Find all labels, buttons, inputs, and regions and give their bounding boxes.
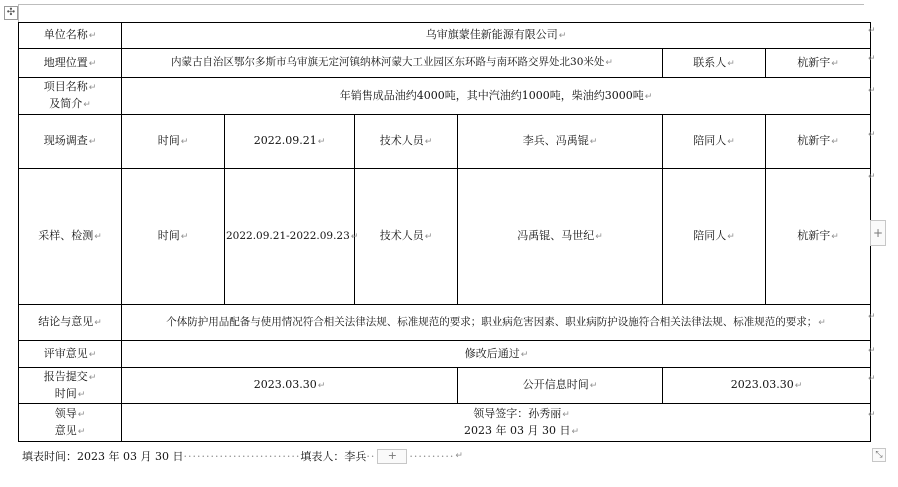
table-row — [19, 78, 871, 115]
sampling-time-label: 时间 — [157, 229, 180, 242]
paragraph-mark-icon: ↵ — [88, 83, 97, 93]
paragraph-mark-icon: ↵ — [818, 318, 826, 328]
sampling-accompany-label: 陪同人 — [693, 229, 727, 242]
paragraph-mark-icon: ↵ — [571, 426, 580, 437]
row-end-mark-icon: ↵ — [868, 410, 876, 420]
table-row — [19, 368, 871, 404]
survey-accompany-label-cell — [663, 115, 766, 169]
row-end-mark-icon: ↵ — [868, 172, 876, 182]
leader-dots: ·· — [366, 449, 376, 463]
add-row-button[interactable]: + — [377, 449, 407, 464]
survey-accompany-label: 陪同人 — [693, 134, 727, 147]
paragraph-mark-icon: ↵ — [88, 58, 97, 69]
paragraph-mark-icon: ↵ — [595, 232, 603, 242]
paragraph-mark-icon: ↵ — [424, 232, 433, 242]
row-end-mark-icon: ↵ — [868, 130, 876, 140]
table-row — [19, 49, 871, 78]
row-end-mark-icon: ↵ — [868, 374, 876, 384]
paragraph-mark-icon: ↵ — [94, 318, 102, 328]
unit-name-cell[interactable] — [122, 23, 871, 49]
paragraph-mark-icon: ↵ — [589, 137, 598, 147]
sampling-accompany-cell[interactable] — [766, 169, 871, 305]
sampling-accompany-value[interactable]: 杭新宇 — [797, 229, 831, 242]
conclusion-label: 结论与意见 — [38, 315, 94, 328]
paragraph-mark-icon: ↵ — [350, 231, 359, 242]
submit-label-line1: 报告提交 — [43, 369, 88, 383]
contact-cell[interactable] — [766, 49, 871, 78]
row-end-mark-icon: ↵ — [868, 346, 876, 356]
sampling-tech-cell[interactable] — [458, 169, 663, 305]
survey-tech-cell[interactable] — [458, 115, 663, 169]
project-desc-value[interactable]: 年销售成品油约4000吨，其中汽油约1000吨，柴油约3000吨 — [339, 88, 644, 102]
sampling-tech-label-cell — [355, 169, 458, 305]
info-form-table — [18, 22, 871, 442]
paragraph-mark-icon: ↵ — [88, 137, 97, 147]
paragraph-mark-icon: ↵ — [77, 426, 86, 437]
sampling-date-value[interactable]: 2022.09.21-2022.09.23 — [226, 229, 350, 242]
leader-opinion-cell[interactable] — [122, 404, 871, 442]
paragraph-mark-icon: ↵ — [94, 232, 102, 242]
table-row — [19, 23, 871, 49]
paragraph-mark-icon: ↵ — [88, 31, 97, 41]
paragraph-mark-icon: ↵ — [831, 232, 839, 242]
publish-label-cell — [458, 368, 663, 404]
sampling-date-cell[interactable] — [225, 169, 359, 305]
filler-text[interactable]: 填表人：李兵 — [300, 450, 367, 463]
paragraph-mark-icon: ↵ — [562, 409, 570, 420]
sampling-time-label-cell — [122, 169, 225, 305]
contact-value[interactable]: 杭新宇 — [797, 55, 831, 69]
contact-label: 联系人 — [693, 55, 727, 69]
leader-label-line1: 领导 — [54, 406, 77, 420]
location-cell[interactable] — [122, 49, 663, 78]
leader-date-line[interactable] — [176, 423, 867, 440]
unit-name-label: 单位名称 — [43, 28, 88, 41]
unit-name-value[interactable]: 乌审旗蒙佳新能源有限公司 — [425, 28, 558, 41]
footer-line — [22, 448, 463, 464]
survey-label-cell — [19, 115, 122, 169]
table-row — [19, 169, 871, 305]
survey-time-label: 时间 — [157, 134, 180, 147]
paragraph-mark-icon: ↵ — [88, 372, 97, 383]
paragraph-mark-icon: ↵ — [455, 451, 463, 461]
paragraph-mark-icon: ↵ — [589, 381, 598, 391]
row-end-mark-icon: ↵ — [868, 54, 876, 64]
submit-date-cell[interactable] — [122, 368, 458, 404]
project-desc-cell[interactable] — [122, 78, 871, 115]
review-label-cell — [19, 341, 122, 368]
conclusion-label-cell — [19, 305, 122, 341]
paragraph-mark-icon: ↵ — [605, 58, 613, 68]
table-move-handle-icon[interactable]: ✣ — [4, 6, 18, 20]
unit-name-label-cell — [19, 23, 122, 49]
review-label: 评审意见 — [43, 346, 88, 360]
survey-tech-label-cell — [355, 115, 458, 169]
review-value[interactable]: 修改后通过 — [464, 346, 520, 360]
paragraph-mark-icon: ↵ — [180, 137, 189, 147]
review-cell[interactable] — [122, 341, 871, 368]
paragraph-mark-icon: ↵ — [558, 31, 567, 41]
project-label-line2: 及简介 — [49, 97, 83, 110]
paragraph-mark-icon: ↵ — [794, 381, 803, 391]
publish-date-value[interactable]: 2023.03.30 — [730, 378, 794, 391]
project-label-line1: 项目名称 — [43, 80, 88, 93]
paragraph-mark-icon: ↵ — [727, 232, 735, 242]
location-label: 地理位置 — [43, 55, 88, 69]
table-row — [19, 305, 871, 341]
sampling-accompany-label-cell — [663, 169, 766, 305]
sampling-tech-value[interactable]: 冯禹锟、马世纪 — [517, 229, 595, 242]
paragraph-mark-icon: ↵ — [831, 58, 839, 69]
paragraph-mark-icon: ↵ — [77, 409, 86, 420]
leader-dots: ·························· — [183, 449, 301, 463]
conclusion-value[interactable]: 个体防护用品配备与使用情况符合相关法律法规、标准规范的要求；职业病危害因素、职业病防护设施符合相关法律法规、标准规范的要求； — [166, 316, 818, 328]
submit-label-cell — [19, 368, 122, 404]
location-label-cell — [19, 49, 122, 78]
paragraph-mark-icon: ↵ — [727, 137, 735, 147]
conclusion-cell[interactable] — [122, 305, 871, 341]
add-column-button[interactable]: + — [870, 220, 886, 246]
table-row — [19, 404, 871, 442]
submit-label-line2: 时间 — [54, 386, 77, 400]
sampling-tech-label: 技术人员 — [379, 229, 424, 242]
leader-sign-line[interactable] — [176, 406, 867, 423]
survey-tech-value[interactable]: 李兵、冯禹锟 — [522, 134, 589, 147]
page-top-border — [18, 4, 864, 5]
row-end-mark-icon: ↵ — [868, 86, 876, 96]
leader-date-value[interactable]: 2023 年 03 月 30 日 — [464, 423, 571, 437]
contact-label-cell — [663, 49, 766, 78]
paragraph-mark-icon: ↵ — [317, 381, 326, 391]
publish-label: 公开信息时间 — [522, 378, 589, 391]
paragraph-mark-icon: ↵ — [727, 58, 735, 69]
paragraph-mark-icon: ↵ — [317, 137, 326, 147]
survey-tech-label: 技术人员 — [379, 134, 424, 147]
paragraph-mark-icon: ↵ — [180, 232, 189, 242]
leader-label-cell — [19, 404, 122, 442]
paragraph-mark-icon: ↵ — [77, 389, 86, 400]
fill-time-text[interactable]: 填表时间：2023 年 03 月 30 日 — [22, 450, 184, 463]
survey-time-label-cell — [122, 115, 225, 169]
table-row — [19, 115, 871, 169]
sampling-label-cell — [19, 169, 122, 305]
row-end-mark-icon: ↵ — [868, 26, 876, 36]
leader-sign-value[interactable]: 领导签字：孙秀丽 — [473, 406, 562, 420]
survey-label: 现场调查 — [43, 134, 88, 147]
survey-accompany-value[interactable]: 杭新宇 — [797, 134, 831, 147]
paragraph-mark-icon: ↵ — [644, 91, 653, 102]
page-corner-mark — [18, 4, 19, 22]
paragraph-mark-icon: ↵ — [520, 349, 529, 360]
paragraph-mark-icon: ↵ — [424, 137, 433, 147]
submit-date-value[interactable]: 2023.03.30 — [253, 378, 317, 391]
survey-accompany-cell[interactable] — [766, 115, 871, 169]
leader-dots: ·········· — [409, 449, 455, 463]
paragraph-mark-icon: ↵ — [88, 349, 97, 360]
survey-date-value[interactable]: 2022.09.21 — [253, 134, 317, 147]
paragraph-mark-icon: ↵ — [831, 137, 839, 147]
leader-label-line2: 意见 — [54, 423, 77, 437]
row-end-mark-icon: ↵ — [868, 312, 876, 322]
table-row — [19, 341, 871, 368]
table-resize-handle-icon[interactable]: ⤡ — [872, 448, 886, 462]
project-label-cell — [19, 78, 122, 115]
sampling-label: 采样、检测 — [38, 229, 94, 242]
paragraph-mark-icon: ↵ — [83, 100, 91, 110]
location-value[interactable]: 内蒙古自治区鄂尔多斯市乌审旗无定河镇纳林河蒙大工业园区东环路与南环路交界处北30米处 — [171, 56, 605, 68]
publish-date-cell[interactable] — [663, 368, 871, 404]
survey-date-cell[interactable] — [225, 115, 355, 169]
